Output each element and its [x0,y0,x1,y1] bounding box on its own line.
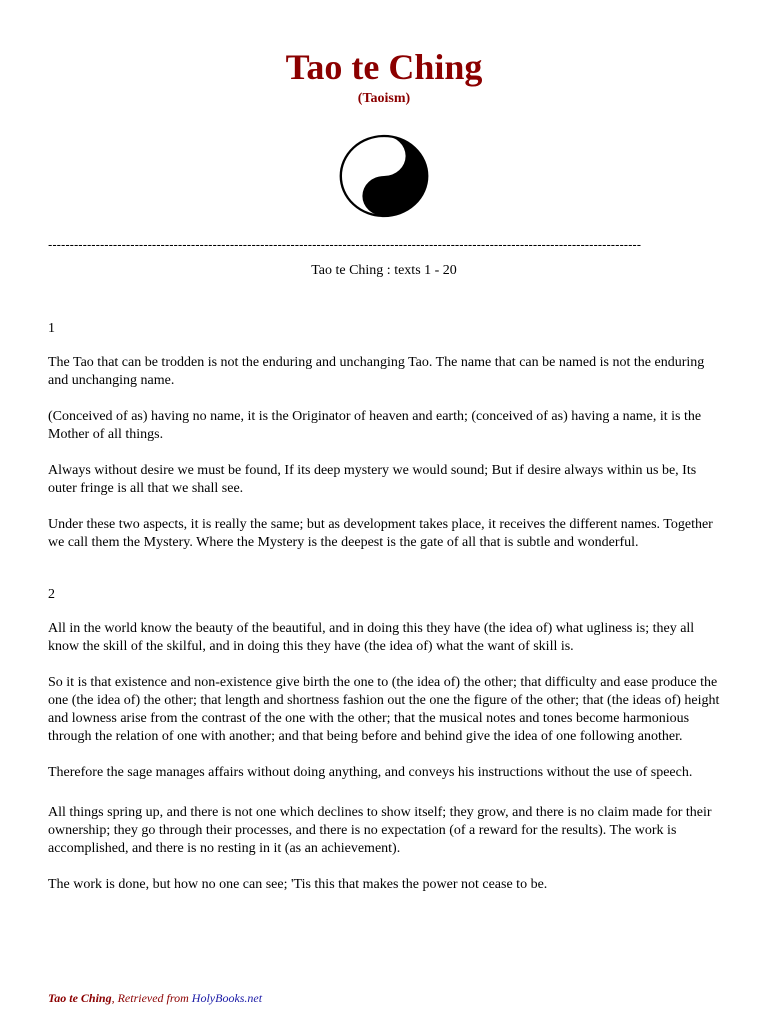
footer-site-link[interactable]: HolyBooks.net [191,991,263,1005]
page-title: Tao te Ching [285,47,483,87]
chapter-number: 1 [48,321,55,336]
footer-credit [48,991,262,1005]
footer-retrieved-text: , Retrieved from [111,991,192,1005]
paragraph: All in the world know the beauty of the beautiful, and in doing this they have (the idea of) what ugliness is; they all know the skill of the skilful, and in doing this they have (the idea of) what the want of skill is. [48,621,695,654]
divider-line: ----------------------------------------------------------------------------------------------------------------------------------------- [48,237,642,252]
paragraph: All things spring up, and there is not one which declines to show itself; they grow, and there is no claim made for their ownership; they go through their processes, and there is no expectation (of a reward for the results). The work is accomplished, and there is no resting in it (as an achievement). [48,805,712,856]
paragraph: (Conceived of as) having no name, it is the Originator of heaven and earth; (conceived of as) having a name, it is the Mother of all things. [48,409,702,442]
paragraph: The work is done, but how no one can see; 'Tis this that makes the power not cease to be. [48,877,548,892]
paragraph: So it is that existence and non-existence give birth the one to (the idea of) the other; that difficulty and ease produce the one (the idea of) the other; that length and shortness fashion out the one the figure of the other; that (the ideas of) height and lowness arise from the contrast of the one with the other; that the musical notes and tones become harmonious through the relation of one with another; and that being before and behind give the idea of one following another. [48,675,720,744]
yin-yang-icon [334,131,434,221]
paragraph: Always without desire we must be found, If its deep mystery we would sound; But if desire always within us be, Its outer fringe is all that we shall see. [48,463,697,496]
page-subtitle: (Taoism) [357,91,411,106]
chapter-number: 2 [48,587,55,602]
chapter-content [48,320,723,912]
section-heading: Tao te Ching : texts 1 - 20 [311,263,457,278]
paragraph: The Tao that can be trodden is not the enduring and unchanging Tao. The name that can be named is not the enduring and unchanging name. [48,355,705,388]
paragraph: Therefore the sage manages affairs without doing anything, and conveys his instructions without the use of speech. [48,765,693,780]
footer-title: Tao te Ching [48,991,112,1005]
paragraph: Under these two aspects, it is really the same; but as development takes place, it receives the different names. Together we call them the Mystery. Where the Mystery is the deepest is the gate of all that is subtle and wonderful. [48,517,713,550]
